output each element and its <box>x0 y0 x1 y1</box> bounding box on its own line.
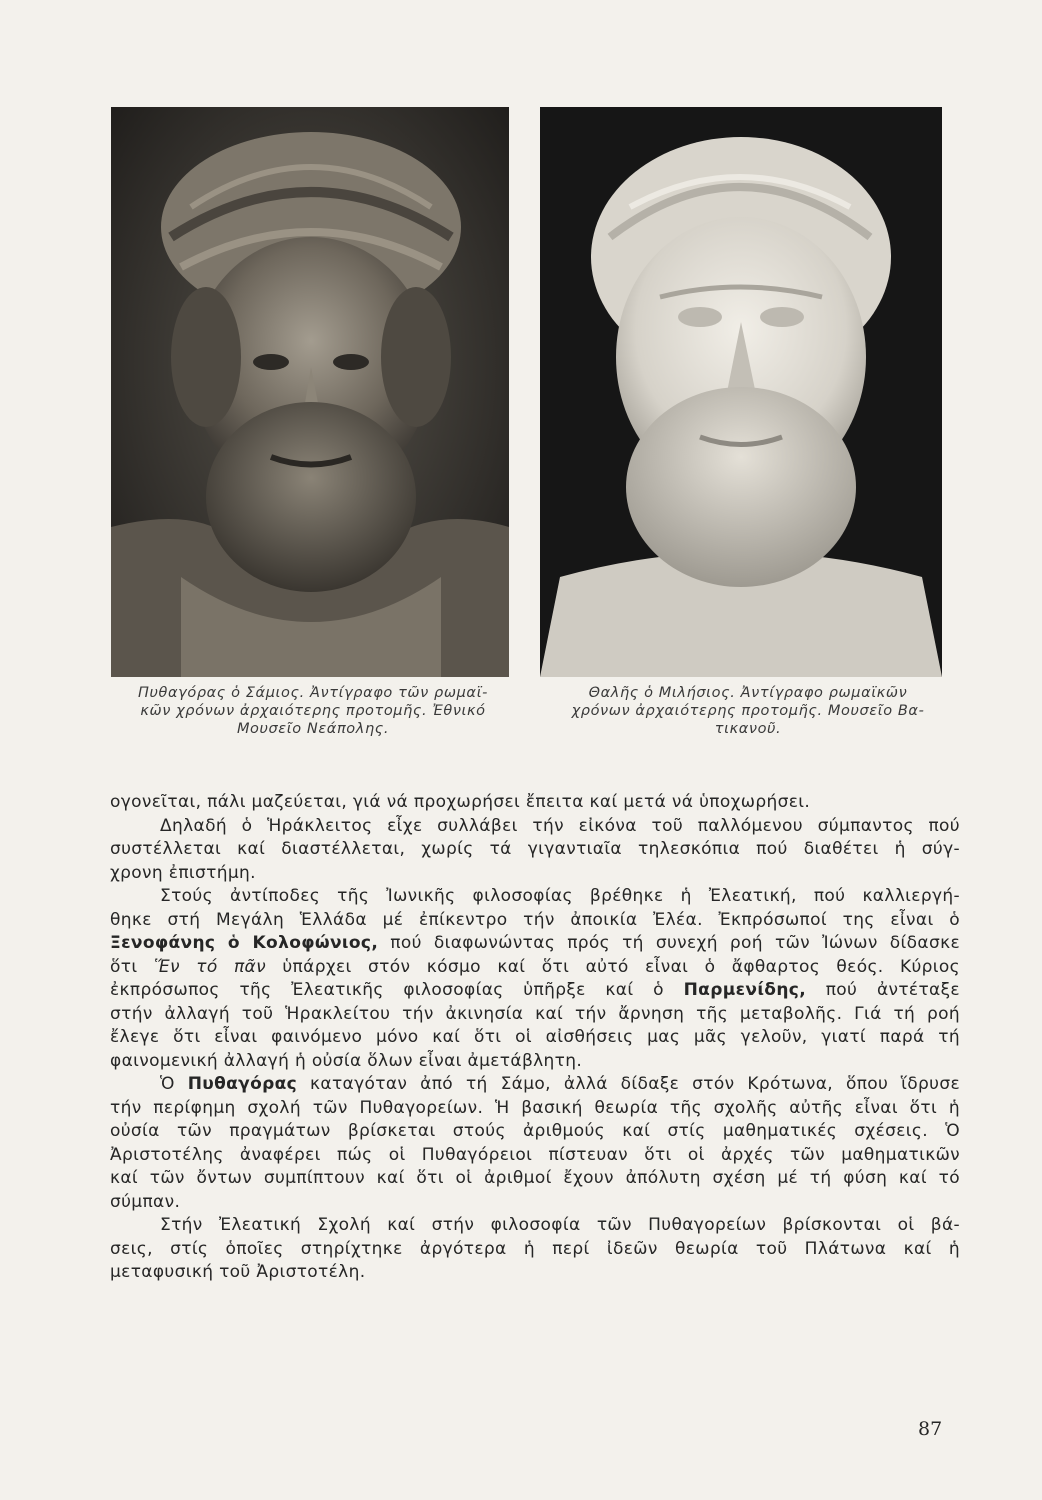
text-line <box>110 979 960 1003</box>
xenophanes-name: Ξενοφάνης ὁ Κολοφώνιος, <box>110 933 379 953</box>
text-segment: ὑπάρχει στόν κόσμο καί ὅτι αὐτό εἶναι ὁ ἄφθαρτος θεός. Κύριος <box>282 956 960 977</box>
text-line: Δηλαδή ὁ Ἡράκλειτος εἶχε συλλάβει τήν εἰκόνα τοῦ παλλόμενου σύμπαντος πού <box>160 815 960 836</box>
text-line <box>110 956 960 980</box>
text-line: στήν ἀλλαγή τοῦ Ἡρακλείτου τήν ἀκινησία καί τήν ἄρνηση τῆς μεταβολῆς. Γιά τή ροή <box>110 1003 960 1024</box>
caption-line: χρόνων ἀρχαιότερης προτομῆς. Μουσεῖο Βα- <box>571 703 925 719</box>
text-segment: ἐκπρόσωπος τῆς Ἐλεατικῆς φιλοσοφίας ὑπῆρξε καί ὁ <box>110 980 664 1000</box>
text-segment: Ὁ <box>160 1074 175 1094</box>
hen-to-pan-phrase: Ἕν τό πᾶν <box>153 956 266 977</box>
text-line: καί τῶν ὄντων συμπίπτουν καί ὅτι οἱ ἀριθμοί ἔχουν ἀπόλυτη σχέση μέ τή φύση καί τό <box>110 1168 960 1188</box>
page-number: 87 <box>918 1418 943 1440</box>
pythagoras-name: Πυθαγόρας <box>187 1074 298 1094</box>
text-line: χρονη ἐπιστήμη. <box>110 862 256 883</box>
bronze-bust-image <box>111 107 509 677</box>
figure-caption-pythagoras <box>104 684 522 738</box>
pythagoras-bust-photo <box>111 107 509 677</box>
body-text <box>110 791 960 1285</box>
caption-line: κῶν χρόνων ἀρχαιότερης προτομῆς. Ἐθνικό <box>140 703 486 719</box>
text-line: Ἀριστοτέλης ἀναφέρει πώς οἱ Πυθαγόρειοι πίστευαν ὅτι οἱ ἀρχές τῶν μαθηματικῶν <box>110 1144 960 1165</box>
text-line: συστέλλεται καί διαστέλλεται, χωρίς τά γιγαντιαῖα τηλεσκόπια πού διαθέτει ἡ σύγ- <box>110 839 960 859</box>
text-line <box>110 932 960 956</box>
text-segment: καταγόταν ἀπό τή Σάμο, ἀλλά δίδαξε στόν Κρότωνα, ὅπου ἵδρυσε <box>310 1074 960 1094</box>
text-line: σεις, στίς ὁποῖες στηρίχτηκε ἀργότερα ἡ περί ἰδεῶν θεωρία τοῦ Πλάτωνα καί ἡ <box>110 1238 960 1259</box>
text-line: ογονεῖται, πάλι μαζεύεται, γιά νά προχωρήσει ἔπειτα καί μετά νά ὑποχωρήσει. <box>110 792 811 812</box>
parmenides-name: Παρμενίδης, <box>683 980 807 1000</box>
text-line: τήν περίφημη σχολή τῶν Πυθαγορείων. Ἡ βασική θεωρία τῆς σχολῆς αὐτῆς εἶναι ὅτι ἡ <box>110 1097 960 1118</box>
text-line: ἔλεγε ὅτι εἶναι φαινόμενο μόνο καί ὅτι οἱ αἰσθήσεις μας μᾶς γελοῦν, γιατί παρά τή <box>110 1027 960 1047</box>
text-line: μεταφυσική τοῦ Ἀριστοτέλη. <box>110 1262 366 1282</box>
thales-bust-photo <box>540 107 942 677</box>
text-line: Στούς ἀντίποδες τῆς Ἰωνικῆς φιλοσοφίας βρέθηκε ἡ Ἐλεατική, πού καλλιεργή- <box>160 886 960 906</box>
caption-line: Θαλῆς ὁ Μιλήσιος. Ἀντίγραφο ρωμαϊκῶν <box>588 685 908 701</box>
caption-line: τικανοῦ. <box>714 721 782 737</box>
text-segment: ὅτι <box>110 956 138 977</box>
text-segment: πού ἀντέταξε <box>825 980 960 1000</box>
figure-caption-thales <box>540 684 956 738</box>
text-line: Στήν Ἐλεατική Σχολή καί στήν φιλοσοφία τῶν Πυθαγορείων βρίσκονται οἱ βά- <box>160 1215 960 1235</box>
caption-line: Πυθαγόρας ὁ Σάμιος. Ἀντίγραφο τῶν ρωμαϊ- <box>138 685 488 701</box>
text-line: θηκε στή Μεγάλη Ἑλλάδα μέ ἐπίκεντρο τήν ἀποικία Ἐλέα. Ἐκπρόσωποί της εἶναι ὁ <box>110 909 960 930</box>
text-line: φαινομενική ἀλλαγή ἡ οὐσία ὅλων εἶναι ἀμετάβλητη. <box>110 1050 583 1071</box>
text-line: σύμπαν. <box>110 1191 181 1212</box>
text-line <box>110 1073 960 1097</box>
text-line: οὐσία τῶν πραγμάτων βρίσκεται στούς ἀριθμούς καί στίς μαθηματικές σχέσεις. Ὁ <box>110 1121 960 1141</box>
caption-line: Μουσεῖο Νεάπολης. <box>236 721 390 737</box>
text-segment: πού διαφωνώντας πρός τή συνεχή ροή τῶν Ἰώνων δίδασκε <box>390 933 960 953</box>
marble-bust-image <box>540 107 942 677</box>
